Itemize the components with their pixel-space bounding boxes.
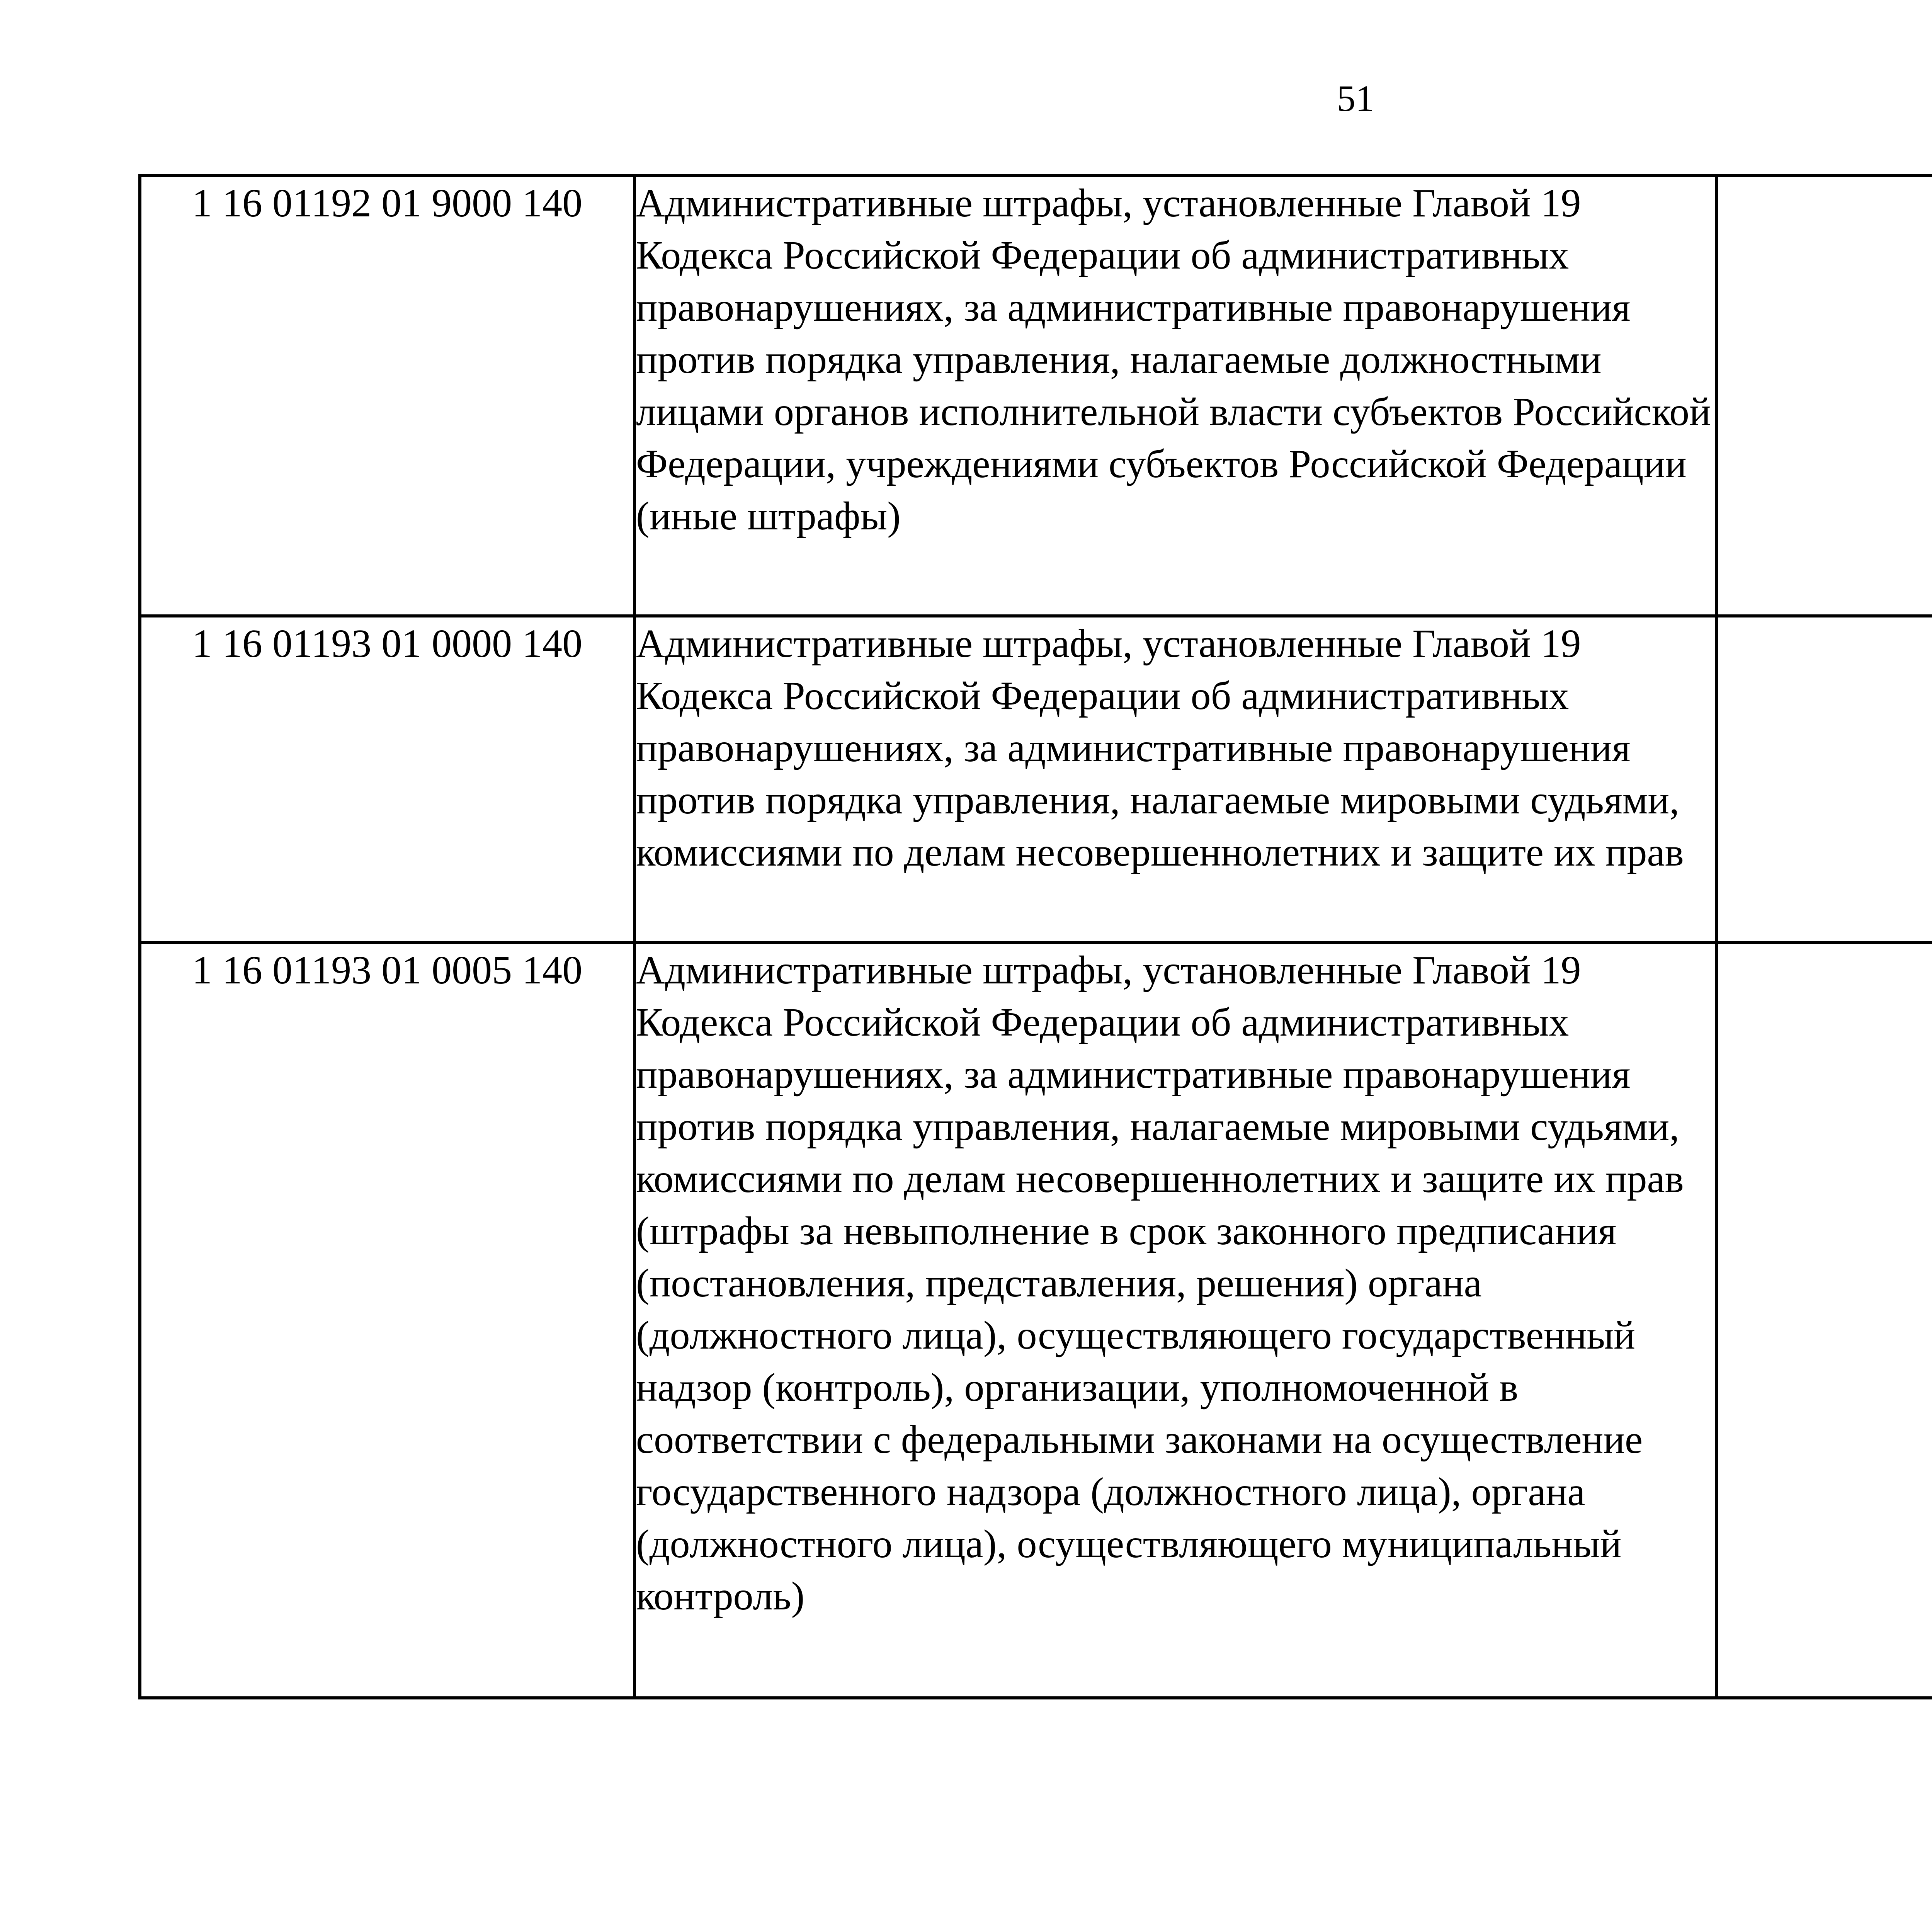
value-cell-year-1 — [1716, 942, 1932, 1698]
value-cell-year-1 — [1716, 175, 1932, 616]
value-cell-year-1 — [1716, 616, 1932, 942]
table-row — [140, 175, 1932, 616]
budget-code-cell: 1 16 01193 01 0005 140 — [140, 942, 634, 1698]
description-cell: Административные штрафы, установленные Главой 19 Кодекса Российской Федерации об административных правонарушениях, за административные правонарушения против порядка управления, налагаемые мировыми судьями, комиссиями по делам несовершеннолетних и защите их прав — [634, 616, 1716, 942]
page-number: 51 — [1337, 78, 1374, 119]
description-cell: Административные штрафы, установленные Главой 19 Кодекса Российской Федерации об административных правонарушениях, за административные правонарушения против порядка управления, налагаемые мировыми судьями, комиссиями по делам несовершеннолетних и защите их прав (штрафы за невыполнение в срок законного предписания (постановления, представления, решения) органа (должностного лица), осуществляющего государственный надзор (контроль), организации, уполномоченной в соответствии с федеральными законами на осуществление государственного надзора (должностного лица), органа (должностного лица), осуществляющего муниципальный контроль) — [634, 942, 1716, 1698]
budget-code-cell: 1 16 01193 01 0000 140 — [140, 616, 634, 942]
budget-revenue-table — [138, 174, 1932, 1699]
table-row — [140, 616, 1932, 942]
table-row — [140, 942, 1932, 1698]
description-cell: Административные штрафы, установленные Главой 19 Кодекса Российской Федерации об административных правонарушениях, за административные правонарушения против порядка управления, налагаемые должностными лицами органов исполнительной власти субъектов Российской Федерации, учреждениями субъектов Российской Федерации (иные штрафы) — [634, 175, 1716, 616]
budget-code-cell: 1 16 01192 01 9000 140 — [140, 175, 634, 616]
